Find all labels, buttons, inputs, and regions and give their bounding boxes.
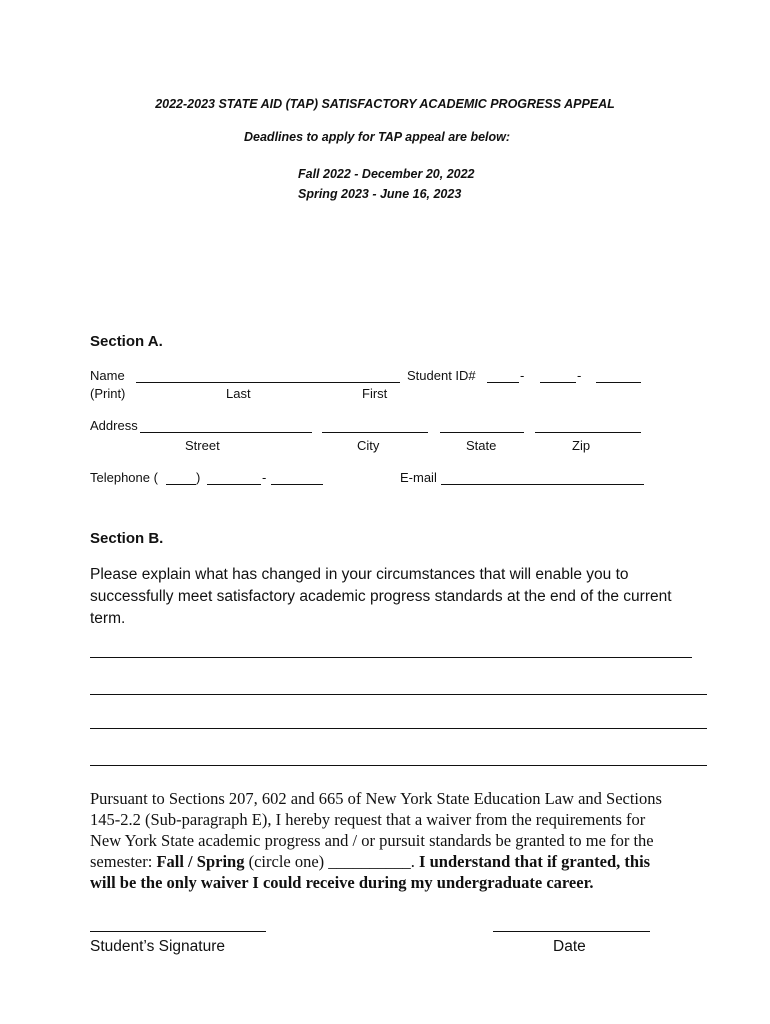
deadline-spring: Spring 2023 - June 16, 2023 (298, 187, 462, 201)
form-title: 2022-2023 STATE AID (TAP) SATISFACTORY ACADEMIC PROGRESS APPEAL (155, 97, 615, 111)
student-id-dash: - (520, 368, 525, 383)
last-label: Last (226, 386, 251, 401)
waiver-line: Pursuant to Sections 207, 602 and 665 of New York State Education Law and Sections (90, 789, 662, 808)
deadlines-intro: Deadlines to apply for TAP appeal are below: (244, 130, 511, 144)
explanation-line[interactable] (90, 657, 692, 658)
waiver-semester-prefix: semester: (90, 852, 157, 871)
street-field[interactable] (140, 432, 312, 433)
zip-field[interactable] (535, 432, 641, 433)
waiver-understand: I understand that if granted, this (419, 852, 651, 871)
waiver-final-line: will be the only waiver I could receive during my undergraduate career. (90, 873, 594, 892)
student-id-label: Student ID# (407, 368, 476, 383)
address-label: Address (90, 418, 138, 433)
phone-prefix-field[interactable] (207, 484, 261, 485)
explanation-line[interactable] (90, 728, 707, 729)
telephone-label: Telephone ( (90, 470, 158, 485)
state-label: State (466, 438, 497, 453)
first-label: First (362, 386, 388, 401)
student-id-field-1[interactable] (487, 382, 519, 383)
student-signature-field[interactable] (90, 931, 266, 932)
state-field[interactable] (440, 432, 524, 433)
area-code-field[interactable] (166, 484, 196, 485)
prompt-line: term. (90, 610, 126, 627)
explanation-line[interactable] (90, 694, 707, 695)
date-field[interactable] (493, 931, 650, 932)
waiver-circle-one: (circle one) __________. (244, 852, 420, 871)
date-label: Date (553, 938, 586, 955)
student-id-field-2[interactable] (540, 382, 576, 383)
explanation-line[interactable] (90, 765, 707, 766)
section-a-heading: Section A. (90, 333, 163, 350)
deadline-fall: Fall 2022 - December 20, 2022 (298, 167, 475, 181)
city-field[interactable] (322, 432, 428, 433)
telephone-dash: - (262, 470, 267, 485)
prompt-line: Please explain what has changed in your circumstances that will enable you to (90, 566, 629, 583)
street-label: Street (185, 438, 220, 453)
student-signature-label: Student’s Signature (90, 938, 226, 955)
prompt-line: successfully meet satisfactory academic progress standards at the end of the current (90, 588, 672, 605)
name-label: Name (90, 368, 125, 383)
waiver-line: 145-2.2 (Sub-paragraph E), I hereby request that a waiver from the requirements for (90, 810, 646, 829)
print-label: (Print) (90, 386, 126, 401)
waiver-line: New York State academic progress and / or pursuit standards be granted to me for the (90, 831, 654, 850)
phone-line-field[interactable] (271, 484, 323, 485)
student-id-field-3[interactable] (596, 382, 641, 383)
section-b-heading: Section B. (90, 530, 164, 547)
city-label: City (357, 438, 380, 453)
name-field[interactable] (136, 382, 400, 383)
email-field[interactable] (441, 484, 644, 485)
email-label: E-mail (400, 470, 437, 485)
telephone-paren: ) (196, 470, 201, 485)
student-id-dash: - (577, 368, 582, 383)
zip-label: Zip (572, 438, 591, 453)
waiver-line-semester (90, 851, 650, 872)
semester-choice[interactable]: Fall / Spring (156, 852, 245, 871)
